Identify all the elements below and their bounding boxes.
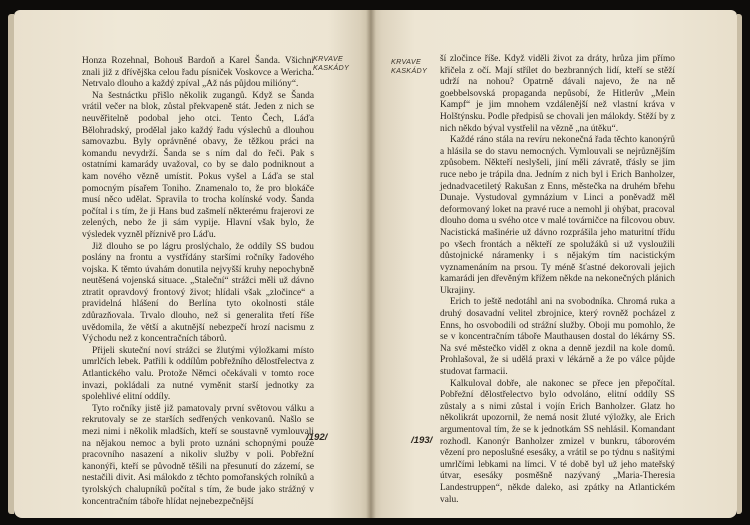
paragraph: Každé ráno stála na revíru nekonečná řada těchto kanonýrů a hlásila se do stavu nemocných. Vymlouvali se nejrůznějším způsobem. Někteří neslyšeli, jiní měli závratě, třásly se jim ruce nebo je trápila dna. Jedním z nich byl i Erich Banholzer, jednadvacetiletý Rakušan z Enns, městečka na druhém břehu Dunaje. Vystudoval gymnázium v Linci a poněvadž měl deformovaný loket na pravé ruce a nemohl ji ohýbat, pracoval dlouho doma u svého otce v malé továrničce na filcovou obuv. Nacistická mašinérie už dávno rozprášila jeho maturitní třídu po všech frontách a někteří ze spolužáků si už vysloužili důstojnické náramenky i s nějakým tím nacistickým vyznamenáním na prsou. Ty méně šťastné dekorovali jejich kamarádi jen dřevěným křížem někde na nekonečných plánich Ukrajiny. [440,135,676,296]
paragraph: Kalkuloval dobře, ale nakonec se přece jen přepočítal. Pobřežní dělostřelectvo bylo odvoláno, elitní oddíly SS zůstaly a s nimi zůstal i vojín Erich Banholzer. Glatz ho několikrát upozornil, že nemá nosit žluté výložky, ale Erich argumentoval tím, že se k jednotkám SS nehlásil. Komandant rozhodl. Kanonýr Banholzer zmizel v bunkru, táborovém vězení pro neposlušné esesáky, a vrátil se po týdnu s našitými umrlčími lebkami na límci. V té době byl už jeho mateřský útvar, esesáky posměšně nazývaný „Maria-Theresia Landestruppen“, někde daleko, asi zpátky na Atlantickém valu. [440,378,675,505]
paragraph: Přijeli skuteční noví strážci se žlutými výložkami místo umrlčích lebek. Patřili k oddílům pobřežního dělostřelectva z Atlantického valu. Protože Němci očekávali v tomto roce invazi, pokládali za nutné vyměnit starší jednotky za spolehlivé elitní oddíly. [82,345,314,403]
running-head: KRVAVE KASKÁDY [313,54,350,72]
right-page-edges [737,14,742,514]
paragraph: Tyto ročníky jistě již pamatovaly první světovou válku a rekrutovaly se ze starších sedřených venkovanů. Našlo se mezi nimi i několik mladších, kteří se soustavně vymlouvali na nějakou nemoc a byli proto uznáni schopnými pouze pracovního nasazení a nikoliv služby v poli. Pobřežní kanonýři, kteří se původně těšili na přesunutí do zázemí, se nestačili divit. Asi málokdo z těchto pomořanských rolníků a tyrolských chalupníků počítal s tím, že bude jako strážný v koncentračním táboře hlídat nejnebezpečnější [82,403,314,507]
left-page [14,10,371,518]
page-number: /193/ [411,435,433,446]
book-gutter [366,10,376,518]
right-page [371,10,737,518]
paragraph: Honza Rozehnal, Bohouš Bardoň a Karel Šanda. Všichni znali již z dřívějška celou řadu písniček Voskovce a Wericha. Netrvalo dlouho a každý zpíval „Až nás půjdou milióny“. [82,56,314,90]
right-text-column [440,54,675,506]
paragraph: Na šestnáctku přišlo několik zugangů. Když se Šanda vrátil večer na blok, zůstal překvapeně stát. Jeden z nich se neuvěřitelně podobal jeho otci. Tento Čech, Láďa Bělohradský, prodělal jako každý řadu výslechů a dlouhou samovazbu. Byly oprávněné obavy, že těžkou práci na komandu nevydrží. Šanda se s ním dal do řeči. Pak s ostatními kamarády uvažoval, co by se dalo podniknout a kam nového vězně umístit. Pokus vyšel a Láďa se stal pomocným písařem Toniho. Znamenalo to, že pro blokáče musí něco udělat. Spravila to trocha kolínské vody. Šanda počítal i s tím, že ji Hans bud zašmelí některému frajerovi ze zelených, nebo že ji sám vypije. Hlavní však bylo, že výsledek vyzněl příznivě pro Láďu. [82,90,314,240]
paragraph: Již dlouho se po lágru proslýchalo, že oddíly SS budou poslány na frontu a vystřídány staršími ročníky řadového vojska. K těmto úvahám donutila nejvyšší kruhy nepochybně neutěšená vojenská situace. „Staleční“ strážci měli už dávno ztratit opravdový frontový život; hlídali však „zločince“ a pravidelná hlášení do Berlína tyto okolnosti stále zdůrazňovala. Trvalo dlouho, než si generalita třetí říše uvědomila, že větší a akutnější nebezpečí hrozí nacismu z Východu než z koncentračních táborů. [82,241,314,345]
running-head: KRVAVE KASKÁDY [391,57,428,75]
left-text-column [82,56,314,508]
paragraph: ší zločince říše. Když viděli život za dráty, hrůza jim přímo křičela z očí. Mají střílet do bezbranných lidí, kteří se stěží udrží na nohou? Opatrně dávali najevo, že na ně goebbelsovská propaganda nepůsobí, že Hitlerův „Mein Kampf“ je jim mnohem vzdálenější než vlastní kráva v Holštýnsku. Podle předpisů se chovali jen málokdy. Stěží by z nich někdo býval vystřelil na vězně „na útěku“. [440,54,675,134]
page-number: /192/ [306,432,328,443]
paragraph: Erich to ještě nedotáhl ani na svobodníka. Chromá ruka a druhý dosavadní velitel zbrojnice, který rovněž pocházel z Enns, ho osvobodili od strážní služby. Oboji mu pomohlo, že se v koncentračním táboře Mauthausen dostal do lékárny SS. Na své městečko viděl z okna a denně jezdil na kole domů. Prohlašoval, že si udělá praxi v lékárně a že po válce půjde studovat farmacii. [440,297,675,378]
